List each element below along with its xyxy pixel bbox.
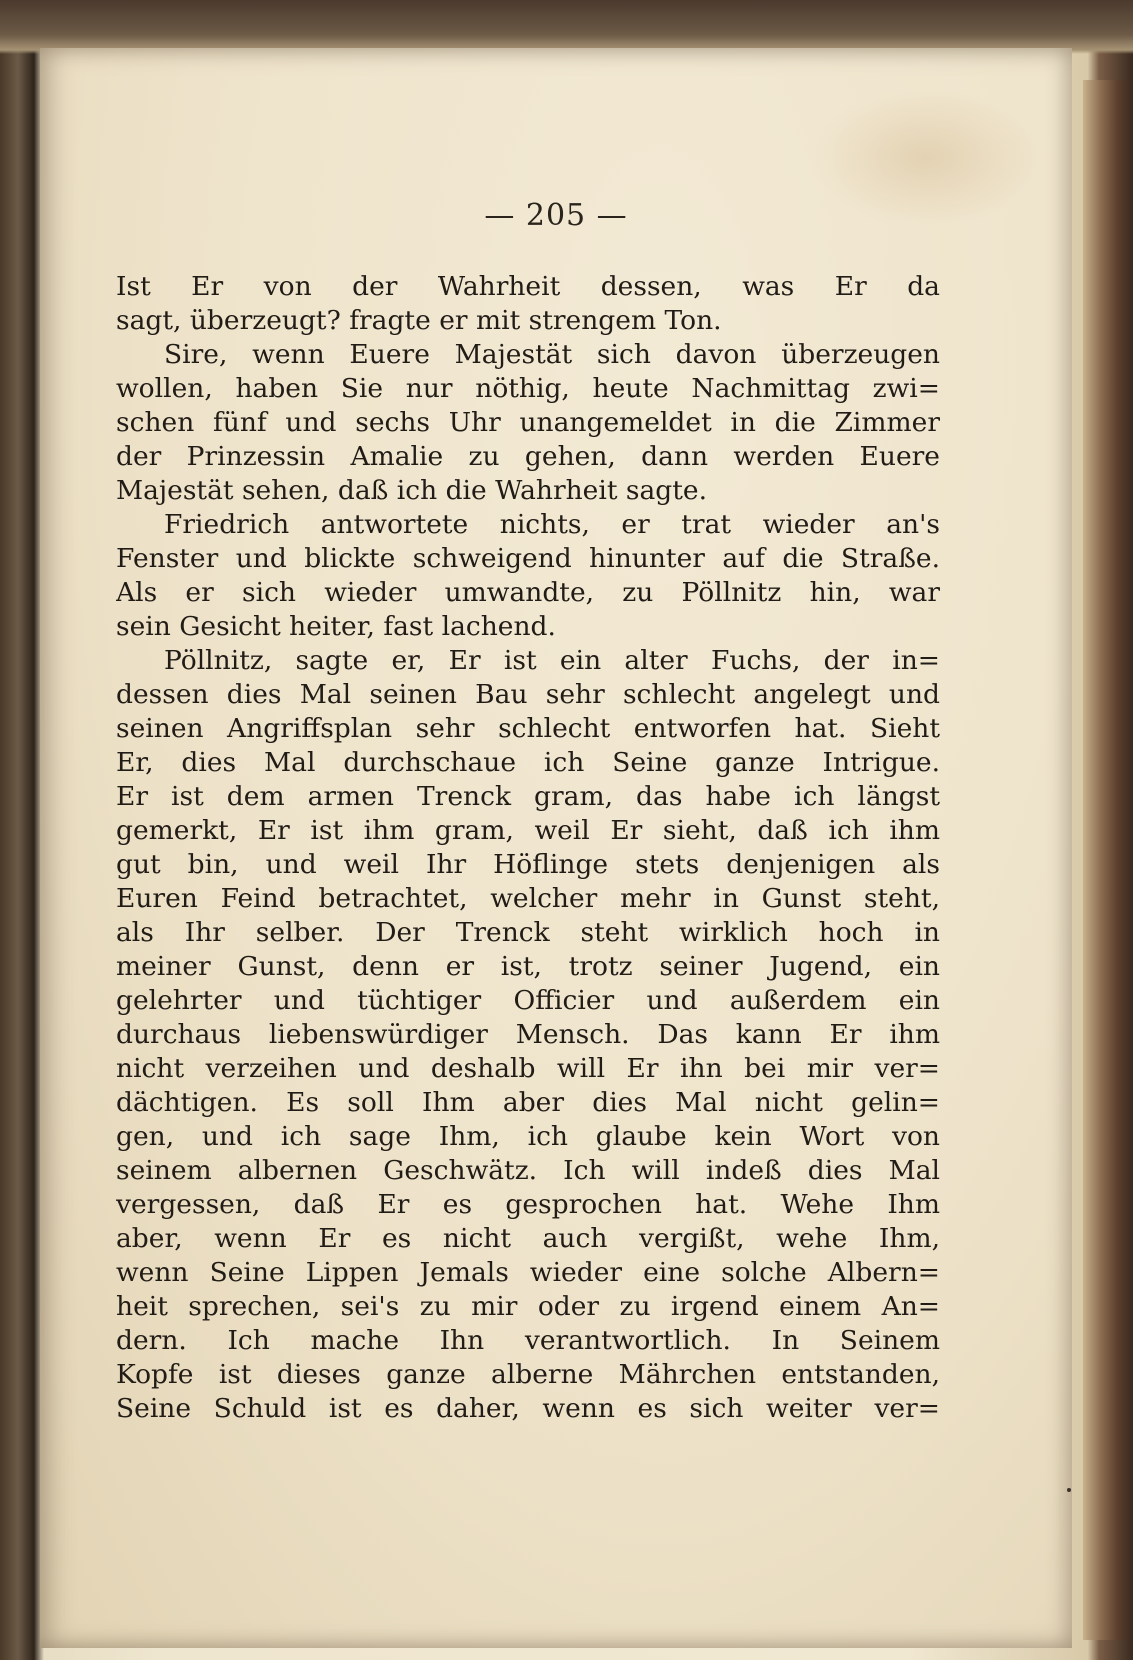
page-text <box>116 270 940 1426</box>
text-line: dächtigen. Es soll Ihm aber dies Mal nicht gelin= <box>116 1087 940 1118</box>
text-line: vergessen, daß Er es gesprochen hat. Wehe Ihm <box>116 1189 940 1220</box>
page-right-edge <box>1083 80 1133 1640</box>
text-line: sein Gesicht heiter, fast lachend. <box>116 611 556 642</box>
page-mark <box>1067 1488 1071 1492</box>
text-line: Als er sich wieder umwandte, zu Pöllnitz hin, war <box>116 577 940 608</box>
text-line: Euren Feind betrachtet, welcher mehr in Gunst steht, <box>116 883 940 914</box>
text-line: gelehrter und tüchtiger Officier und außerdem ein <box>116 985 940 1016</box>
text-line: gen, und ich sage Ihm, ich glaube kein Wort von <box>116 1121 940 1152</box>
text-line: Kopfe ist dieses ganze alberne Mährchen entstanden, <box>116 1359 940 1390</box>
text-line: durchaus liebenswürdiger Mensch. Das kann Er ihm <box>116 1019 940 1050</box>
text-line: Seine Schuld ist es daher, wenn es sich weiter ver= <box>116 1393 940 1424</box>
text-line: nicht verzeihen und deshalb will Er ihn bei mir ver= <box>116 1053 940 1084</box>
text-line: Fenster und blickte schweigend hinunter auf die Straße. <box>116 543 940 574</box>
text-line: aber, wenn Er es nicht auch vergißt, wehe Ihm, <box>116 1223 940 1254</box>
text-line: heit sprechen, sei's zu mir oder zu irgend einem An= <box>116 1291 940 1322</box>
page-number: — 205 — <box>484 198 628 233</box>
text-line: seinem albernen Geschwätz. Ich will indeß dies Mal <box>116 1155 940 1186</box>
text-line: wenn Seine Lippen Jemals wieder eine solche Albern= <box>116 1257 940 1288</box>
text-line: dern. Ich mache Ihn verantwortlich. In Seinem <box>116 1325 940 1356</box>
text-line: der Prinzessin Amalie zu gehen, dann werden Euere <box>116 441 940 472</box>
book-page <box>40 48 1072 1648</box>
text-line: seinen Angriffsplan sehr schlecht entworfen hat. Sieht <box>116 713 940 744</box>
text-line: dessen dies Mal seinen Bau sehr schlecht angelegt und <box>116 679 940 710</box>
text-line: Ist Er von der Wahrheit dessen, was Er da <box>116 271 940 302</box>
text-line: meiner Gunst, denn er ist, trotz seiner Jugend, ein <box>116 951 940 982</box>
text-line: Friedrich antwortete nichts, er trat wieder an's <box>164 509 940 540</box>
text-line: Pöllnitz, sagte er, Er ist ein alter Fuchs, der in= <box>164 645 940 676</box>
text-line: gemerkt, Er ist ihm gram, weil Er sieht, daß ich ihm <box>116 815 940 846</box>
text-line: als Ihr selber. Der Trenck steht wirklich hoch in <box>116 917 940 948</box>
text-line: Majestät sehen, daß ich die Wahrheit sagte. <box>116 475 708 506</box>
text-line: gut bin, und weil Ihr Höflinge stets denjenigen als <box>116 849 940 880</box>
text-line: sagt, überzeugt? fragte er mit strengem Ton. <box>116 305 722 336</box>
text-line: wollen, haben Sie nur nöthig, heute Nachmittag zwi= <box>116 373 940 404</box>
text-line: Er, dies Mal durchschaue ich Seine ganze Intrigue. <box>116 747 940 778</box>
text-line: schen fünf und sechs Uhr unangemeldet in die Zimmer <box>116 407 940 438</box>
text-line: Er ist dem armen Trenck gram, das habe ich längst <box>116 781 940 812</box>
text-line: Sire, wenn Euere Majestät sich davon überzeugen <box>164 339 940 370</box>
book-spine-shadow <box>0 0 1133 54</box>
